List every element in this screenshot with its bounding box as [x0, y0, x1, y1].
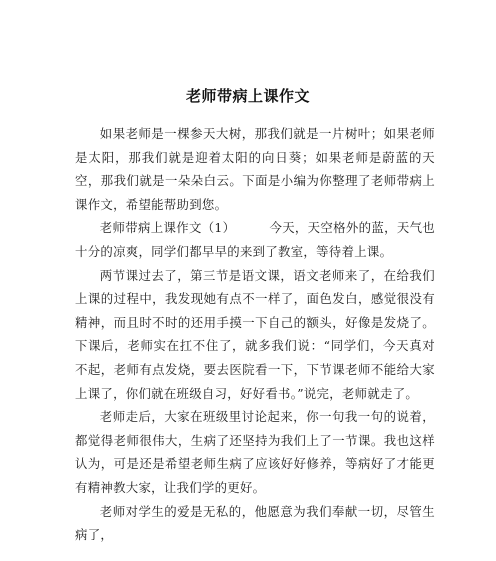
section-1-text: 今天，天空格外的蓝，天气也十分的凉爽，同学们都早早的来到了教室，等待着上课。: [75, 220, 435, 259]
document-title: 老师带病上课作文: [185, 87, 310, 105]
paragraph-intro: 如果老师是一棵参天大树，那我们就是一片树叶；如果老师是太阳，那我们就是迎着太阳的向日葵；如果老师是蔚蓝的天空，那我们就是一朵朵白云。下面是小编为你整理了老师带病上课作文，希望能帮助到您。: [75, 126, 435, 212]
paragraph-story: 两节课过去了，第三节是语文课，语文老师来了，在给我们上课的过程中，我发现她有点不一样了，面色发白，感觉很没有精神，而且时不时的还用手摸一下自己的额头，好像是发烧了。下课后，老师实在扛不住了，就多我们说：“同学们，今天真对不起，老师有点发烧，要去医院看一下，下节课老师不能给大家上课了，你们就在班级自习，好好看书。”说完，老师就走了。: [75, 267, 435, 401]
paragraph-closing: 老师对学生的爱是无私的，他愿意为我们奉献一切，尽管生病了，: [75, 503, 435, 543]
section-heading: 老师带病上课作文（1）: [99, 220, 236, 236]
paragraph-discussion: 老师走后，大家在班级里讨论起来，你一句我一句的说着，都觉得老师很伟大，生病了还坚持为我们上了一节课。我也这样认为，可是还是希望老师生病了应该好好修养，等病好了才能更有精神教大家，让我们学的更好。: [75, 409, 435, 495]
document-body: [75, 122, 435, 547]
paragraph-section-1: [75, 216, 435, 263]
